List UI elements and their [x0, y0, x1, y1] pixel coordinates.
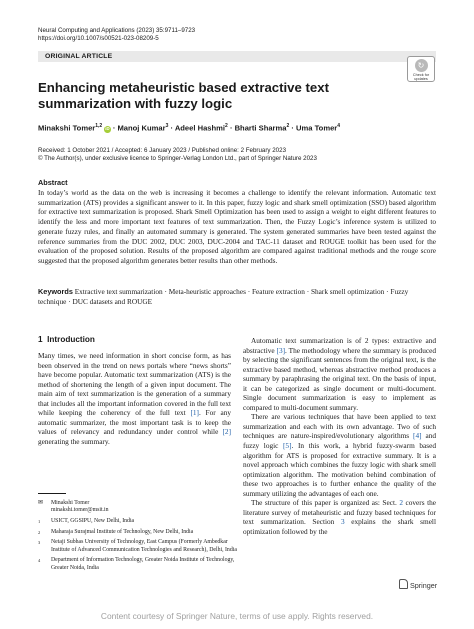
- abstract-heading: Abstract: [38, 178, 68, 187]
- section-link[interactable]: 3: [340, 517, 345, 527]
- author-affiliation-marker: 4: [337, 123, 341, 129]
- citation-link[interactable]: [5]: [283, 441, 292, 451]
- journal-citation: Neural Computing and Applications (2023) 35:9711–9723: [38, 27, 196, 34]
- footnote-divider: [38, 493, 66, 494]
- affiliation-text: Netaji Subhas University of Technology, East Campus (Formerly Ambedkar Institute of Advanced Communication Technologies and Research), Delhi, India: [51, 539, 237, 553]
- paragraph-text: . The methodology where the summary is produced by selecting the significant sentences from the original text, is the extractive based method, whereas abstractive method produces a summary by paraphrasing the original text. On the basis of input, it can be categorized as single document or multi-document. Single document summarization is easy to implement as compared to multi-document summary.: [243, 345, 436, 412]
- paragraph-text: Automatic text summarization is of 2 types: extractive and abstractive: [243, 336, 436, 355]
- author-affiliation-marker: 2: [286, 123, 290, 129]
- affiliation-text: USICT, GGSIPU, New Delhi, India: [51, 518, 135, 524]
- copyright-line: © The Author(s), under exclusive licence to Springer-Verlag London Ltd., part of Springer Nature 2023: [38, 155, 317, 163]
- paragraph-text: and fuzzy logic: [243, 431, 436, 451]
- affiliation: [38, 529, 238, 536]
- corresponding-name: Minakshi Tomer: [51, 500, 90, 506]
- citation-link[interactable]: [1]: [190, 408, 199, 418]
- section-title: Introduction: [47, 335, 95, 344]
- paragraph-text: There are various techniques that have been applied to text summarization and each with its own advantage. Two of such techniques are nature-inspired/evolutionary algorithms: [243, 412, 436, 441]
- corresponding-email[interactable]: minakshi.tomer@msit.in: [51, 507, 109, 514]
- author-name[interactable]: Uma Tomer: [296, 123, 338, 133]
- paragraph-text: The structure of this paper is organized as: Sect.: [251, 498, 400, 508]
- abstract-text: In today’s world as the data on the web is increasing it becomes a challenge to identify the relevant information. Automatic text summarization (ATS) provides a significant answer to it. In this paper, fuzzy logic and shark smell optimization (SSO) based algorithm for extractive text summarization is proposed. Shark Smell Optimization has been used to assign a weight to eight different features to identify the less and more important text features of text summarization. Then, the Fuzzy Logic’s inference system is utilized to generate fuzzy rules, and finally an automated summary is generated. The system generated summaries have been tested against the reference summaries from the DUC 2002, DUC 2003, DUC-2004 and TAC-11 dataset and ROUGE toolkit has been used for the evaluation of the proposed solution. Results of the proposed algorithm are compared against traditional methods and the rouge score suggested that the proposed algorithm generates better results than other methods.: [38, 188, 436, 265]
- affiliation: [38, 518, 238, 525]
- publisher-logo: [399, 579, 437, 590]
- section-number: 1: [38, 335, 43, 344]
- paragraph-text: explains the shark smell optimization followed by the: [243, 517, 436, 536]
- springer-horse-logo-icon: [399, 579, 408, 589]
- check-for-updates-badge[interactable]: [407, 56, 435, 82]
- intro-paragraph: [243, 412, 436, 498]
- keywords-label: Keywords: [38, 287, 73, 296]
- article-type-label: ORIGINAL ARTICLE: [45, 53, 113, 60]
- section-link[interactable]: 2: [399, 498, 403, 508]
- orcid-icon[interactable]: iD: [105, 126, 110, 132]
- affiliation-marker: 1: [38, 519, 41, 524]
- check-updates-line2: updates: [414, 77, 428, 82]
- author-list: Minakshi Tomer$^{1,2}$ iD · Manoj Kumar$^3$ · Adeel Hashmi$^2$ · Bharti Sharma$^2$ · Uma Tomer$^4$: [38, 123, 341, 133]
- keywords-block: [38, 287, 436, 306]
- paragraph-text: generating the summary.: [38, 436, 110, 446]
- article-type-banner: [38, 51, 436, 62]
- publication-history: Received: 1 October 2021 / Accepted: 6 January 2023 / Published online: 2 February 2023: [38, 147, 287, 154]
- affiliation: [38, 557, 238, 572]
- keywords-text: Extractive text summarization · Meta-heuristic approaches · Feature extraction · Shark smell optimization · Fuzzy technique · DUC datasets and ROUGE: [38, 287, 409, 306]
- paragraph-text: covers the literature survey of metaheuristic and fuzzy based techniques for text summarization. Section: [243, 498, 436, 527]
- citation-link[interactable]: [2]: [222, 427, 231, 437]
- section-heading: [38, 335, 95, 344]
- footnotes: [38, 500, 238, 575]
- citation-link[interactable]: [3]: [276, 345, 286, 355]
- article-title: Enhancing metaheuristic based extractive text summarization with fuzzy logic: [38, 80, 329, 111]
- affiliation-text: Maharaja Surajmal Institute of Technology, New Delhi, India: [51, 528, 194, 535]
- check-updates-line1: Check for: [412, 73, 430, 77]
- intro-paragraph: [38, 351, 231, 446]
- affiliation-marker: 3: [38, 540, 41, 546]
- author-name[interactable]: Minakshi Tomer: [38, 123, 96, 133]
- courtesy-notice: Content courtesy of Springer Nature, terms of use apply. Rights reserved.: [100, 611, 374, 621]
- publisher-name: Springer: [410, 581, 438, 590]
- affiliation-text: Department of Information Technology, Greater Noida Institute of Technology, Greater Noida, India: [51, 557, 235, 571]
- paragraph-text: Many times, we need information in short concise form, as has been observed in the trend on news portals where “news shorts” have become popular. Automatic text summarization (ATS) is the method of shortening the length of a given input document. The main aim of text summarization is the generation of a summary that includes all the important information covered in the full text while keeping the coherency of the full text: [38, 351, 231, 418]
- envelope-icon: ✉: [38, 500, 44, 506]
- author-name[interactable]: Manoj Kumar: [117, 123, 166, 133]
- affiliation: [38, 539, 238, 554]
- citation-link[interactable]: [4]: [413, 431, 422, 441]
- check-for-updates-icon: ↻: [415, 59, 428, 72]
- paragraph-text: . For any automatic summarizer, the most important task is to keep the values of relevancy and redundancy under control while: [38, 408, 231, 437]
- affiliation-marker: 4: [38, 558, 41, 564]
- doi-link[interactable]: https://doi.org/10.1007/s00521-023-08209-5: [38, 35, 159, 43]
- journal-header: [38, 27, 195, 44]
- author-affiliation-marker: 1,2: [95, 123, 103, 129]
- intro-paragraph: [243, 498, 436, 536]
- intro-paragraph: [243, 336, 436, 412]
- author-name[interactable]: Bharti Sharma: [234, 123, 287, 133]
- author-affiliation-marker: 2: [225, 123, 228, 129]
- author-affiliation-marker: 3: [165, 123, 169, 129]
- paragraph-text: . In this work, a hybrid fuzzy-swarm based algorithm for ATS is proposed for extractive summary. It is a novel approach which combines the fuzzy logic with shark smell optimization algorithm. The motivation behind combination of these two approaches is to further enhance the quality of the summary utilizing the advantages of each one.: [243, 441, 436, 498]
- left-column: [38, 351, 231, 446]
- right-column: [243, 336, 436, 536]
- article-dates: [38, 147, 317, 164]
- author-name[interactable]: Adeel Hashmi: [174, 123, 226, 133]
- affiliation-marker: 2: [38, 529, 41, 535]
- corresponding-author: [38, 500, 238, 515]
